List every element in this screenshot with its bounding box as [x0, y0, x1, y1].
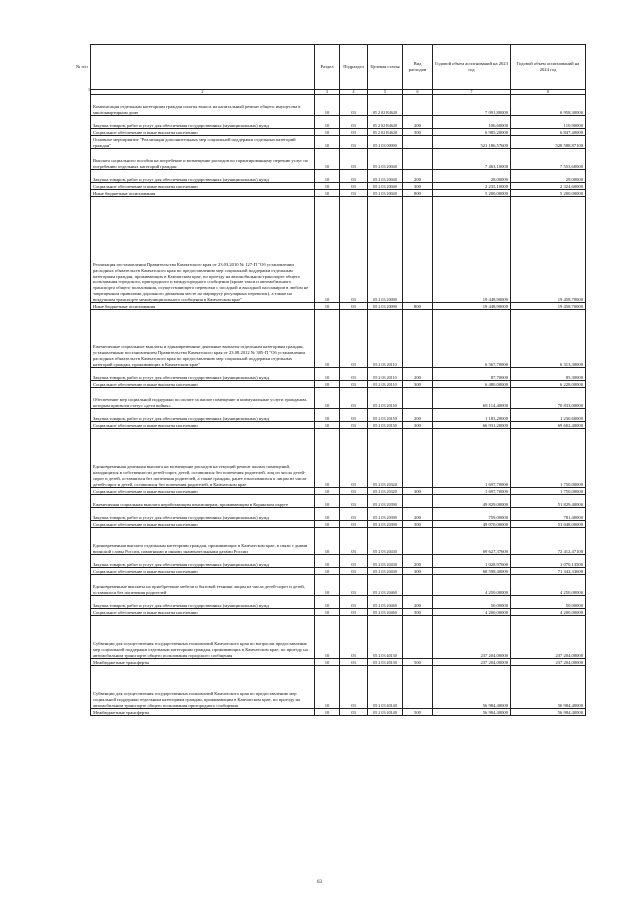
table-row	[91, 709, 586, 716]
column-header-2024: Годовой объем ассигнований на 2024 год	[511, 45, 586, 90]
row-name: Социальное обеспечение и иные выплаты населению	[91, 568, 315, 575]
table-row	[91, 190, 586, 197]
row-section: 10	[315, 129, 340, 136]
row-exptype: 300	[403, 381, 433, 388]
row-amount-2024: 7 553,60000	[511, 149, 586, 170]
row-target-code: 05 2 02 R4620	[368, 95, 403, 116]
row-target-code: 05 2 03 20460	[368, 609, 403, 616]
row-exptype: 500	[403, 659, 433, 666]
table-row	[91, 609, 586, 616]
column-header-subsection: Подраздел	[340, 45, 368, 90]
row-name: Социальное обеспечение и иные выплаты населению	[91, 183, 315, 190]
row-subsection: 03	[340, 197, 368, 303]
row-subsection: 03	[340, 95, 368, 116]
row-target-code: 05 2 03 20040	[368, 149, 403, 170]
row-amount-2024: 1 070,13500	[511, 555, 586, 568]
row-target-code: 05 2 03 20390	[368, 508, 403, 521]
row-section: 10	[315, 190, 340, 197]
row-amount-2024: 85,30000	[511, 368, 586, 381]
row-exptype: 800	[403, 190, 433, 197]
row-section: 10	[315, 310, 340, 368]
column-number: 4	[340, 90, 368, 95]
row-target-code: 05 2 03 40140	[368, 666, 403, 709]
budget-table	[90, 44, 586, 716]
row-amount-2023: 6 567,70000	[433, 310, 511, 368]
row-name: Закупка товаров, работ и услуг для обеспечения государственных (муниципальных) нужд	[91, 170, 315, 183]
row-amount-2023: 66 931,20000	[433, 422, 511, 429]
row-amount-2024: 29,00000	[511, 170, 586, 183]
table-row	[91, 616, 586, 659]
row-target-code: 05 2 03 20110	[368, 381, 403, 388]
row-section: 10	[315, 409, 340, 422]
column-number: 2	[91, 90, 315, 95]
row-amount-2024: 70 833,00000	[511, 388, 586, 409]
row-exptype: 300	[403, 129, 433, 136]
row-target-code: 05 2 03 20110	[368, 310, 403, 368]
table-row	[91, 666, 586, 709]
column-header-name	[91, 45, 315, 90]
row-amount-2023: 68 598,40000	[433, 568, 511, 575]
row-section: 10	[315, 429, 340, 488]
table-row	[91, 568, 586, 575]
row-subsection: 03	[340, 409, 368, 422]
row-name: Ежемесячные социальные выплаты и единовременные денежные выплаты отдельным категориям граждан, установленным постановлением Правительства Камчатского края от 23.08.2012 № 385-П "Об установлении расходных обязательств Камчатского края по предоставлению мер социальной поддержки отдельных категорий граждан, проживающих в Камчатском крае"	[91, 310, 315, 368]
row-subsection: 03	[340, 528, 368, 555]
row-amount-2024: 110,90000	[511, 116, 586, 129]
row-name: Единовременные выплаты на приобретение мебели и бытовой техники лицам из числа детей-сирот и детей, оставшихся без попечения родителей	[91, 575, 315, 596]
row-amount-2023: 1 028,97600	[433, 555, 511, 568]
row-amount-2023: 56 984,40000	[433, 666, 511, 709]
row-name: Социальное обеспечение и иные выплаты населению	[91, 381, 315, 388]
row-subsection: 03	[340, 388, 368, 409]
row-target-code: 05 2 03 20460	[368, 575, 403, 596]
row-exptype: 300	[403, 422, 433, 429]
row-exptype: 200	[403, 368, 433, 381]
row-exptype: 200	[403, 508, 433, 521]
table-body	[91, 95, 586, 716]
row-amount-2023: 237 204,00000	[433, 616, 511, 659]
row-amount-2024: 4 250,00000	[511, 575, 586, 596]
column-number: 6	[403, 90, 433, 95]
row-amount-2023: 1 697,70000	[433, 429, 511, 488]
table-row	[91, 521, 586, 528]
row-section: 10	[315, 521, 340, 528]
row-amount-2023: 19 448,90000	[433, 303, 511, 310]
column-number: 3	[315, 90, 340, 95]
table-row	[91, 303, 586, 310]
row-name: Иные бюджетные ассигнования	[91, 303, 315, 310]
row-exptype: 300	[403, 609, 433, 616]
row-subsection: 03	[340, 596, 368, 609]
row-subsection: 03	[340, 616, 368, 659]
row-exptype	[403, 429, 433, 488]
row-amount-2023: 7 463,10000	[433, 149, 511, 170]
row-amount-2024: 528 588,87100	[511, 136, 586, 149]
row-target-code: 05 2 03 20430	[368, 555, 403, 568]
row-name: Межбюджетные трансферты	[91, 659, 315, 666]
row-target-code: 05 2 03 40130	[368, 616, 403, 659]
row-subsection: 03	[340, 116, 368, 129]
table-row	[91, 659, 586, 666]
row-section: 10	[315, 170, 340, 183]
row-amount-2023: 50,00000	[433, 596, 511, 609]
row-name: Социальное обеспечение и иные выплаты населению	[91, 521, 315, 528]
table-row	[91, 409, 586, 422]
row-exptype: 200	[403, 170, 433, 183]
row-section: 10	[315, 596, 340, 609]
table-row	[91, 197, 586, 303]
table-row	[91, 381, 586, 388]
row-target-code: 05 2 02 R4620	[368, 129, 403, 136]
row-amount-2023: 6 985,20000	[433, 129, 511, 136]
row-exptype	[403, 310, 433, 368]
row-exptype: 500	[403, 709, 433, 716]
row-section: 10	[315, 183, 340, 190]
row-target-code: 05 2 03 20430	[368, 568, 403, 575]
row-amount-2024: 1 750,00000	[511, 488, 586, 495]
row-name: Закупка товаров, работ и услуг для обеспечения государственных (муниципальных) нужд	[91, 409, 315, 422]
row-target-code: 05 2 03 20150	[368, 422, 403, 429]
row-exptype: 300	[403, 183, 433, 190]
row-exptype: 800	[403, 303, 433, 310]
row-name: Компенсация отдельным категориям граждан оплаты взноса на капитальный ремонт общего имущества в многоквартирном доме	[91, 95, 315, 116]
row-name: Закупка товаров, работ и услуг для обеспечения государственных (муниципальных) нужд	[91, 555, 315, 568]
row-target-code: 05 2 03 20040	[368, 183, 403, 190]
row-section: 10	[315, 388, 340, 409]
table-row	[91, 170, 586, 183]
row-amount-2024: 6 313,30000	[511, 310, 586, 368]
row-exptype	[403, 95, 433, 116]
row-exptype	[403, 136, 433, 149]
row-name: Выплата социального пособия на погребение и возмещение расходов по гарантированному перечню услуг по погребению отдельных категорий граждан	[91, 149, 315, 170]
row-amount-2024: 6 958,30000	[511, 95, 586, 116]
row-subsection: 03	[340, 609, 368, 616]
row-subsection: 03	[340, 495, 368, 508]
row-section: 10	[315, 136, 340, 149]
row-target-code: 05 2 03 20320	[368, 488, 403, 495]
row-amount-2024: 71 342,33600	[511, 568, 586, 575]
row-name: Социальное обеспечение и иные выплаты населению	[91, 129, 315, 136]
row-subsection: 03	[340, 429, 368, 488]
row-amount-2023: 56 984,40000	[433, 709, 511, 716]
row-section: 10	[315, 709, 340, 716]
row-section: 10	[315, 528, 340, 555]
row-name: Единовременная выплата отдельным категориям граждан, проживающих в Камчатском крае, в связи с днями воинской славы России, памятными и иными знаменательными датами России	[91, 528, 315, 555]
row-target-code: 05 2 03 20320	[368, 429, 403, 488]
row-target-code: 05 2 03 20090	[368, 303, 403, 310]
table-row	[91, 149, 586, 170]
row-name: Реализация постановления Правительства Камчатского края от 23.03.2010 № 127-П "Об установлении расходных обязательств Камчатского края по предоставлению мер социальной поддержки отдельным категориям граждан, проживающих в Камчатском крае, по проезду на автомобильном транспорте общего пользования городского, пригородного и междугородного сообщения (кроме такси и автомобильного транспорта общего пользования, осуществляющего перевозки с посадкой и высадкой пассажиров в любом не запрещенном правилами дорожного движения месте по маршруту регулярных перевозок), а также на воздушном транспорте межмуниципального сообщения в Камчатском крае"	[91, 197, 315, 303]
row-amount-2024: 1 230,60000	[511, 409, 586, 422]
row-amount-2024: 69 602,40000	[511, 422, 586, 429]
table-row	[91, 422, 586, 429]
row-target-code: 05 2 03 20040	[368, 170, 403, 183]
budget-table-sheet	[90, 44, 585, 716]
table-row	[91, 116, 586, 129]
row-section: 10	[315, 568, 340, 575]
row-name: Социальное обеспечение и иные выплаты населению	[91, 488, 315, 495]
row-amount-2024: 2 324,60000	[511, 183, 586, 190]
row-name: Закупка товаров, работ и услуг для обеспечения государственных (муниципальных) нужд	[91, 116, 315, 129]
row-amount-2023: 759,00000	[433, 508, 511, 521]
row-subsection: 03	[340, 170, 368, 183]
row-name: Обеспечение мер социальной поддержки по оплате за жилое помещение и коммунальные услуги гражданам, которым присвоен статус «дети войны»	[91, 388, 315, 409]
row-amount-2024: 56 984,40000	[511, 709, 586, 716]
row-name: Закупка товаров, работ и услуг для обеспечения государственных (муниципальных) нужд	[91, 508, 315, 521]
row-amount-2024: 51 829,40000	[511, 495, 586, 508]
row-subsection: 03	[340, 136, 368, 149]
page-number: 63	[317, 880, 322, 885]
row-exptype: 300	[403, 568, 433, 575]
row-section: 10	[315, 368, 340, 381]
row-section: 10	[315, 659, 340, 666]
row-subsection: 03	[340, 508, 368, 521]
row-amount-2023: 4 200,00000	[433, 609, 511, 616]
row-amount-2024: 6 847,40000	[511, 129, 586, 136]
row-amount-2023: 237 204,00000	[433, 659, 511, 666]
row-section: 10	[315, 495, 340, 508]
row-exptype: 300	[403, 488, 433, 495]
row-amount-2024: 4 200,00000	[511, 609, 586, 616]
row-amount-2024: 19 458,70000	[511, 303, 586, 310]
row-subsection: 03	[340, 666, 368, 709]
row-amount-2023: 49 829,00000	[433, 495, 511, 508]
table-row	[91, 95, 586, 116]
row-exptype	[403, 528, 433, 555]
row-amount-2024: 5 200,00000	[511, 190, 586, 197]
column-number: 5	[368, 90, 403, 95]
row-name: Единовременная денежная выплата на возмещение расходов на текущий ремонт жилых помещений, находящихся в собственности детей-сирот, детей, оставшихся без попечения родителей, лиц из числа детей-сирот и детей, оставшихся без попечения родителей, а также граждан, ранее относившихся к лицам из числа детей-сирот и детей, оставшихся без попечения родителей, в Камчатском крае	[91, 429, 315, 488]
row-amount-2023: 6 480,00000	[433, 381, 511, 388]
row-section: 10	[315, 116, 340, 129]
row-subsection: 03	[340, 183, 368, 190]
row-target-code: 05 2 03 20460	[368, 596, 403, 609]
row-section: 10	[315, 381, 340, 388]
row-section: 10	[315, 422, 340, 429]
row-target-code: 05 2 03 20390	[368, 521, 403, 528]
row-amount-2023: 4 250,00000	[433, 575, 511, 596]
column-number: 8	[511, 90, 586, 95]
row-amount-2023: 69 627,37600	[433, 528, 511, 555]
row-target-code: 05 2 03 40140	[368, 709, 403, 716]
table-row	[91, 596, 586, 609]
row-subsection: 03	[340, 310, 368, 368]
row-amount-2024: 6 228,00000	[511, 381, 586, 388]
row-subsection: 03	[340, 488, 368, 495]
row-target-code: 05 2 03 40130	[368, 659, 403, 666]
row-subsection: 03	[340, 709, 368, 716]
row-target-code: 05 2 03 20390	[368, 495, 403, 508]
row-amount-2024: 237 204,00000	[511, 659, 586, 666]
row-amount-2023: 1 183,20000	[433, 409, 511, 422]
row-amount-2023: 87,70000	[433, 368, 511, 381]
row-amount-2023: 1 697,70000	[433, 488, 511, 495]
row-exptype: 200	[403, 409, 433, 422]
row-amount-2023: 106,60000	[433, 116, 511, 129]
table-row	[91, 488, 586, 495]
row-name: Субвенции для осуществления государственных полномочий Камчатского края по вопросам предоставления мер социальной поддержки отдельным категориям граждан, проживающих в Камчатском крае, по проезду на автомобильном транспорте общего пользования городского сообщения	[91, 616, 315, 659]
table-row	[91, 508, 586, 521]
row-subsection: 03	[340, 555, 368, 568]
row-exptype	[403, 197, 433, 303]
row-amount-2024: 51 048,00000	[511, 521, 586, 528]
table-row	[91, 528, 586, 555]
row-section: 10	[315, 575, 340, 596]
row-amount-2023: 49 070,00000	[433, 521, 511, 528]
table-row	[91, 310, 586, 368]
row-target-code: 05 2 03 00000	[368, 136, 403, 149]
column-header-exptype: Вид расходов	[403, 45, 433, 90]
column-number: 7	[433, 90, 511, 95]
row-amount-2023: 2 235,10000	[433, 183, 511, 190]
row-section: 10	[315, 149, 340, 170]
row-amount-2024: 237 204,00000	[511, 616, 586, 659]
column-header-2023: Годовой объем ассигнований на 2023 год	[433, 45, 511, 90]
row-target-code: 05 2 03 20150	[368, 409, 403, 422]
row-name: Иные бюджетные ассигнования	[91, 190, 315, 197]
column-header-section: Раздел	[315, 45, 340, 90]
table-row	[91, 368, 586, 381]
table-row	[91, 136, 586, 149]
row-exptype	[403, 575, 433, 596]
row-amount-2024: 72 412,47100	[511, 528, 586, 555]
row-amount-2023: 28,00000	[433, 170, 511, 183]
row-target-code: 05 2 03 20430	[368, 528, 403, 555]
row-amount-2024: 781,40000	[511, 508, 586, 521]
row-target-code: 05 2 02 R4620	[368, 116, 403, 129]
row-amount-2024: 56 984,40000	[511, 666, 586, 709]
row-name: Закупка товаров, работ и услуг для обеспечения государственных (муниципальных) нужд	[91, 368, 315, 381]
row-section: 10	[315, 488, 340, 495]
row-section: 10	[315, 508, 340, 521]
row-exptype: 300	[403, 521, 433, 528]
row-amount-2023: 5 200,00000	[433, 190, 511, 197]
row-amount-2023: 7 091,80000	[433, 95, 511, 116]
row-exptype	[403, 616, 433, 659]
row-exptype	[403, 149, 433, 170]
table-row	[91, 555, 586, 568]
row-exptype: 200	[403, 555, 433, 568]
row-target-code: 05 2 03 20040	[368, 190, 403, 197]
row-section: 10	[315, 616, 340, 659]
row-subsection: 03	[340, 575, 368, 596]
row-amount-2023: 19 448,90000	[433, 197, 511, 303]
column-header-nn: № п/п	[76, 64, 88, 69]
table-row	[91, 129, 586, 136]
row-amount-2024: 19 458,70000	[511, 197, 586, 303]
row-name: Социальное обеспечение и иные выплаты населению	[91, 609, 315, 616]
row-target-code: 05 2 03 20090	[368, 197, 403, 303]
row-amount-2024: 50,00000	[511, 596, 586, 609]
row-section: 10	[315, 197, 340, 303]
row-section: 10	[315, 555, 340, 568]
column-header-target: Целевая статья	[368, 45, 403, 90]
row-section: 10	[315, 609, 340, 616]
row-name: Субвенции для осуществления государственных полномочий Камчатского края по предоставлению мер социальной поддержки отдельным категориям граждан, проживающим в Камчатском крае, по проезду на автомобильном транспорте общего пользования пригородного сообщения	[91, 666, 315, 709]
row-target-code: 05 2 03 20150	[368, 388, 403, 409]
row-subsection: 03	[340, 381, 368, 388]
row-subsection: 03	[340, 568, 368, 575]
row-subsection: 03	[340, 659, 368, 666]
row-exptype	[403, 388, 433, 409]
row-section: 10	[315, 303, 340, 310]
row-exptype	[403, 666, 433, 709]
row-name: Основное мероприятие "Реализация дополнительных мер социальной поддержки отдельных категорий граждан"	[91, 136, 315, 149]
row-subsection: 03	[340, 422, 368, 429]
table-row	[91, 575, 586, 596]
row-name: Социальное обеспечение и иные выплаты населению	[91, 422, 315, 429]
header-row	[91, 45, 586, 90]
row-target-code: 05 2 03 20110	[368, 368, 403, 381]
row-exptype	[403, 495, 433, 508]
row-name: Межбюджетные трансферты	[91, 709, 315, 716]
row-amount-2023: 68 114,40000	[433, 388, 511, 409]
row-section: 10	[315, 666, 340, 709]
row-subsection: 03	[340, 303, 368, 310]
row-section: 10	[315, 95, 340, 116]
table-row	[91, 495, 586, 508]
row-amount-2024: 1 750,00000	[511, 429, 586, 488]
row-amount-2023: 521 186,57600	[433, 136, 511, 149]
table-row	[91, 183, 586, 190]
row-subsection: 03	[340, 368, 368, 381]
row-name: Закупка товаров, работ и услуг для обеспечения государственных (муниципальных) нужд	[91, 596, 315, 609]
row-subsection: 03	[340, 190, 368, 197]
row-exptype: 200	[403, 596, 433, 609]
table-row	[91, 429, 586, 488]
row-name: Ежемесячная социальная выплата неработающим пенсионерам, проживающим в Корякском округе	[91, 495, 315, 508]
row-subsection: 03	[340, 521, 368, 528]
row-exptype: 200	[403, 116, 433, 129]
table-row	[91, 388, 586, 409]
row-subsection: 03	[340, 149, 368, 170]
row-subsection: 03	[340, 129, 368, 136]
